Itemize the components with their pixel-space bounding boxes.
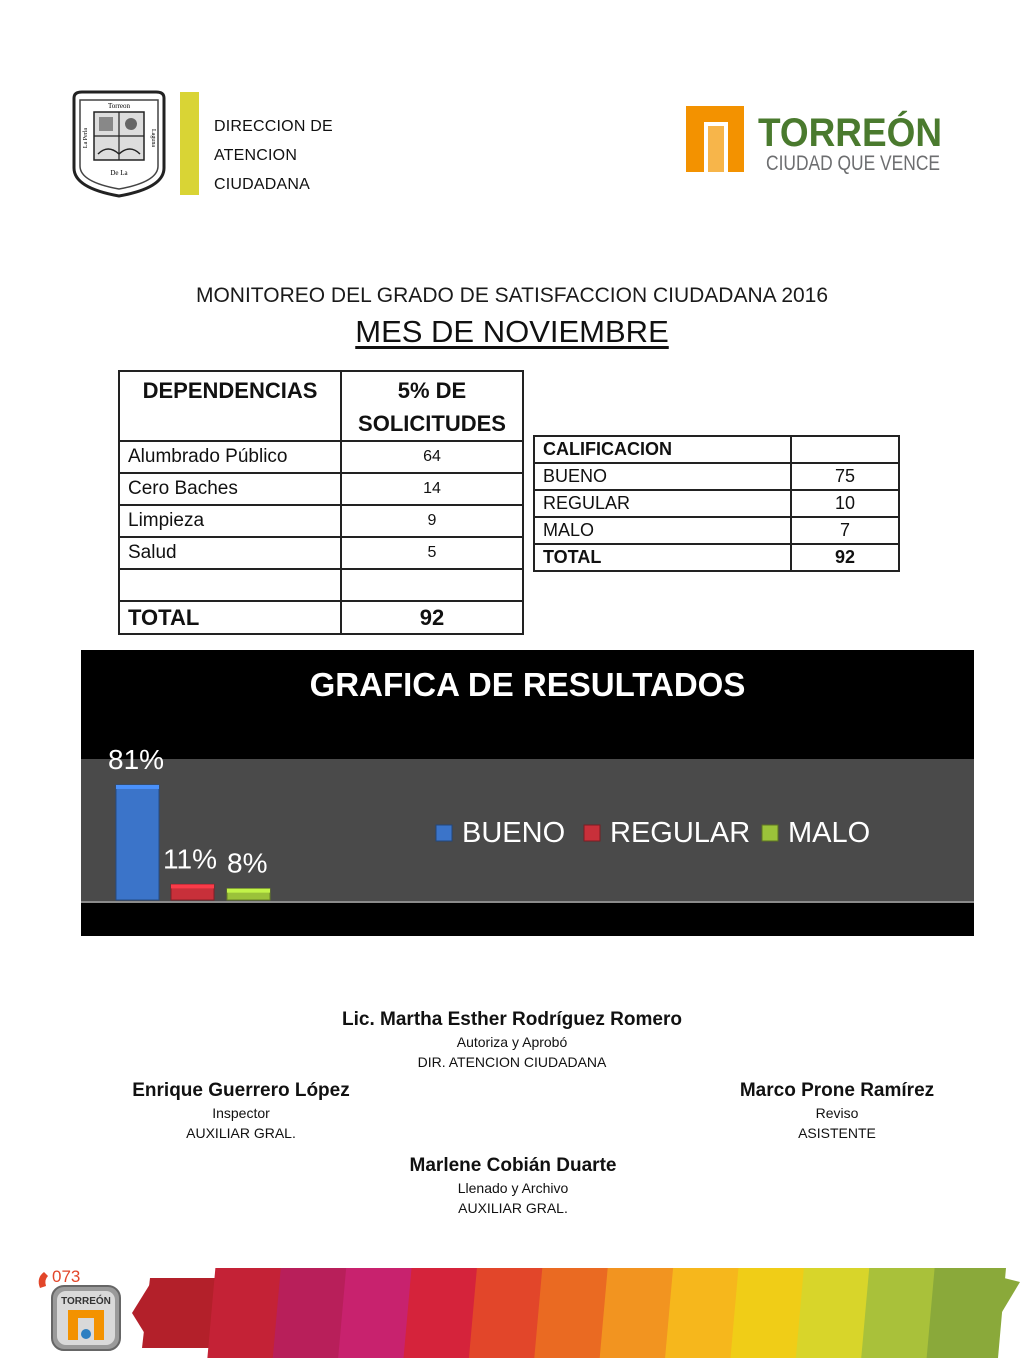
report-month: MES DE NOVIEMBRE [355,314,669,349]
data-label-bueno: 81% [108,743,165,775]
seal-text-right: Laguna [150,129,156,147]
signature-position: AUXILIAR GRAL. [186,1125,296,1141]
bar-top-highlight [227,889,270,893]
rating-value: 10 [791,490,899,517]
rating-value: 75 [791,463,899,490]
phone-icon [39,1272,48,1288]
rating-total-row [534,544,899,571]
results-chart [81,650,974,936]
total-value: 92 [341,601,523,634]
logo-tagline: CIUDAD QUE VENCE [766,152,940,175]
table-header-row [119,371,523,441]
seal-text-bottom: De La [110,169,128,177]
legend-label-regular: REGULAR [610,817,751,849]
seal-text-top: Torreon [107,102,131,110]
rating-header-row [534,436,899,463]
seal-text-left: La Perla [83,127,89,149]
table-row [119,473,523,505]
signature-reviewer [697,1079,977,1143]
location-pin-icon [81,1329,91,1339]
signature-archive [313,1154,713,1218]
footer-banner [0,1262,1024,1365]
stripe-arrow-right-icon [996,1276,1020,1322]
rating-value: 7 [791,517,899,544]
department-line-3: CIUDADANA [214,176,311,193]
legend-marker-regular [584,825,600,841]
signature-inspector [101,1079,381,1143]
signature-position: AUXILIAR GRAL. [458,1200,568,1216]
chart-title: GRAFICA DE RESULTADOS [309,666,746,703]
header-accent-bar [180,92,199,195]
signature-position: DIR. ATENCION CIUDADANA [417,1054,607,1070]
signature-name: Enrique Guerrero López [132,1080,350,1101]
signature-main [312,1008,712,1072]
table-row [119,505,523,537]
table-row [534,490,899,517]
color-stripes [132,1268,1020,1358]
header-solicitudes-line-1: 5% DE [397,378,467,403]
table-row [534,463,899,490]
department-name [214,112,333,199]
footer-stripe [927,1268,1006,1358]
phone-number: 073 [52,1267,81,1286]
rating-label: BUENO [534,463,791,490]
table-total-row [119,601,523,634]
signature-position: ASISTENTE [798,1125,876,1141]
table-row [119,441,523,473]
dependency-name: Limpieza [119,505,341,537]
bar-top-highlight [171,884,214,888]
dependency-value: 14 [341,473,523,505]
bar-top-highlight [116,785,159,789]
total-label: TOTAL [119,601,341,634]
data-label-regular: 11% [163,843,217,875]
rating-header: CALIFICACION [534,436,791,463]
dependency-value [341,569,523,601]
stripe-arrow-left-icon [132,1284,150,1342]
signature-role: Reviso [815,1105,859,1121]
department-line-1: DIRECCION DE [214,118,333,135]
dependency-name [119,569,341,601]
dependency-name: Salud [119,537,341,569]
header-solicitudes [341,371,523,441]
legend-label-bueno: BUENO [462,817,566,849]
dependency-value: 9 [341,505,523,537]
dependency-name: Cero Baches [119,473,341,505]
table-row [119,537,523,569]
legend-marker-bueno [436,825,452,841]
municipal-seal-logo [68,88,170,198]
department-line-2: ATENCION [214,147,298,164]
dependency-value: 64 [341,441,523,473]
dependency-value: 5 [341,537,523,569]
rating-table [533,435,900,572]
legend-label-malo: MALO [788,817,871,849]
signature-role: Inspector [212,1105,270,1121]
badge-label: TORREÓN [61,1296,111,1307]
logo-name: TORREÓN [758,111,958,155]
rating-header-value [791,436,899,463]
rating-label: MALO [534,517,791,544]
signature-name: Marlene Cobián Duarte [409,1155,617,1176]
signature-name: Lic. Martha Esther Rodríguez Romero [342,1009,682,1030]
torreon-city-logo [684,100,958,180]
table-row [534,517,899,544]
rating-label: REGULAR [534,490,791,517]
signature-role: Autoriza y Aprobó [456,1034,568,1050]
report-title: MONITOREO DEL GRADO DE SATISFACCION CIUDADANA 2016 [195,284,829,307]
table-row [119,569,523,601]
rating-total-label: TOTAL [534,544,791,571]
legend-marker-malo [762,825,778,841]
phone-073-badge [39,1267,120,1350]
header-dependencias: DEPENDENCIAS [119,371,341,441]
dependency-name: Alumbrado Público [119,441,341,473]
data-label-malo: 8% [227,847,268,879]
signature-role: Llenado y Archivo [457,1180,569,1196]
rating-total-value: 92 [791,544,899,571]
dependencies-table [118,370,524,635]
signature-name: Marco Prone Ramírez [739,1080,935,1101]
chart-svg [81,650,974,936]
bar-bueno [116,785,159,900]
header-solicitudes-line-2: SOLICITUDES [358,411,506,436]
